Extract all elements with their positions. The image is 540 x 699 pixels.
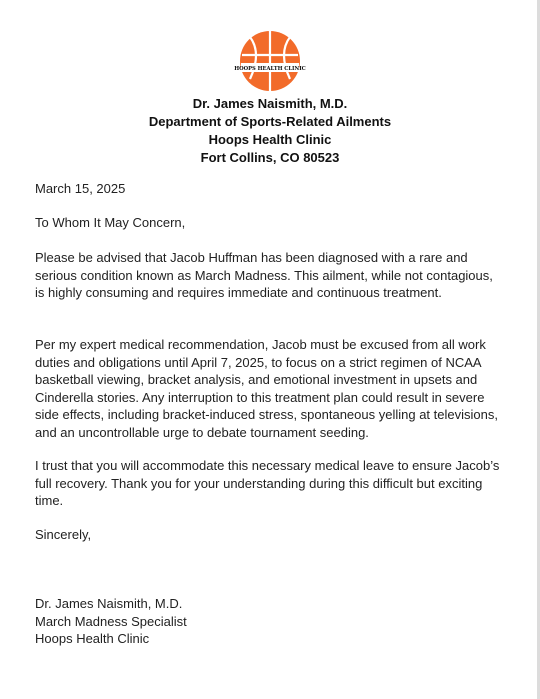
logo-text: HOOPS HEALTH CLINIC (234, 66, 306, 72)
clinic-name: Hoops Health Clinic (208, 132, 332, 147)
basketball-icon (234, 29, 306, 93)
letter-date: March 15, 2025 (35, 181, 126, 196)
salutation: To Whom It May Concern, (35, 215, 186, 230)
letterhead (0, 95, 540, 167)
complimentary-close: Sincerely, (35, 527, 92, 542)
signature-title: March Madness Specialist (35, 613, 187, 629)
paragraph-diagnosis: Please be advised that Jacob Huffman has been diagnosed with a rare and serious condition known as March Madness. This ailment, while not contagious, is highly consuming and requires immediate and continuous treatment. (35, 250, 493, 300)
doctor-name: Dr. James Naismith, M.D. (192, 96, 348, 111)
paragraph-recommendation: Per my expert medical recommendation, Jacob must be excused from all work duties and obligations until April 7, 2025, to focus on a strict regimen of NCAA basketball viewing, bracket analysis, and emotional investment in upsets and Cinderella stories. Any interruption to this treatment plan could result in severe side effects, including bracket-induced stress, spontaneous yelling at televisions, and an uncontrollable urge to debate tournament seeding. (35, 337, 498, 440)
paragraph-closing-request: I trust that you will accommodate this necessary medical leave to ensure Jacob’s full recovery. Thank you for your understanding during this difficult but exciting time. (35, 458, 500, 508)
department: Department of Sports-Related Ailments (148, 114, 392, 129)
clinic-address: Fort Collins, CO 80523 (200, 150, 340, 165)
signature-block (35, 595, 505, 648)
signature-clinic: Hoops Health Clinic (35, 631, 150, 646)
signature-name: Dr. James Naismith, M.D. (35, 596, 183, 611)
